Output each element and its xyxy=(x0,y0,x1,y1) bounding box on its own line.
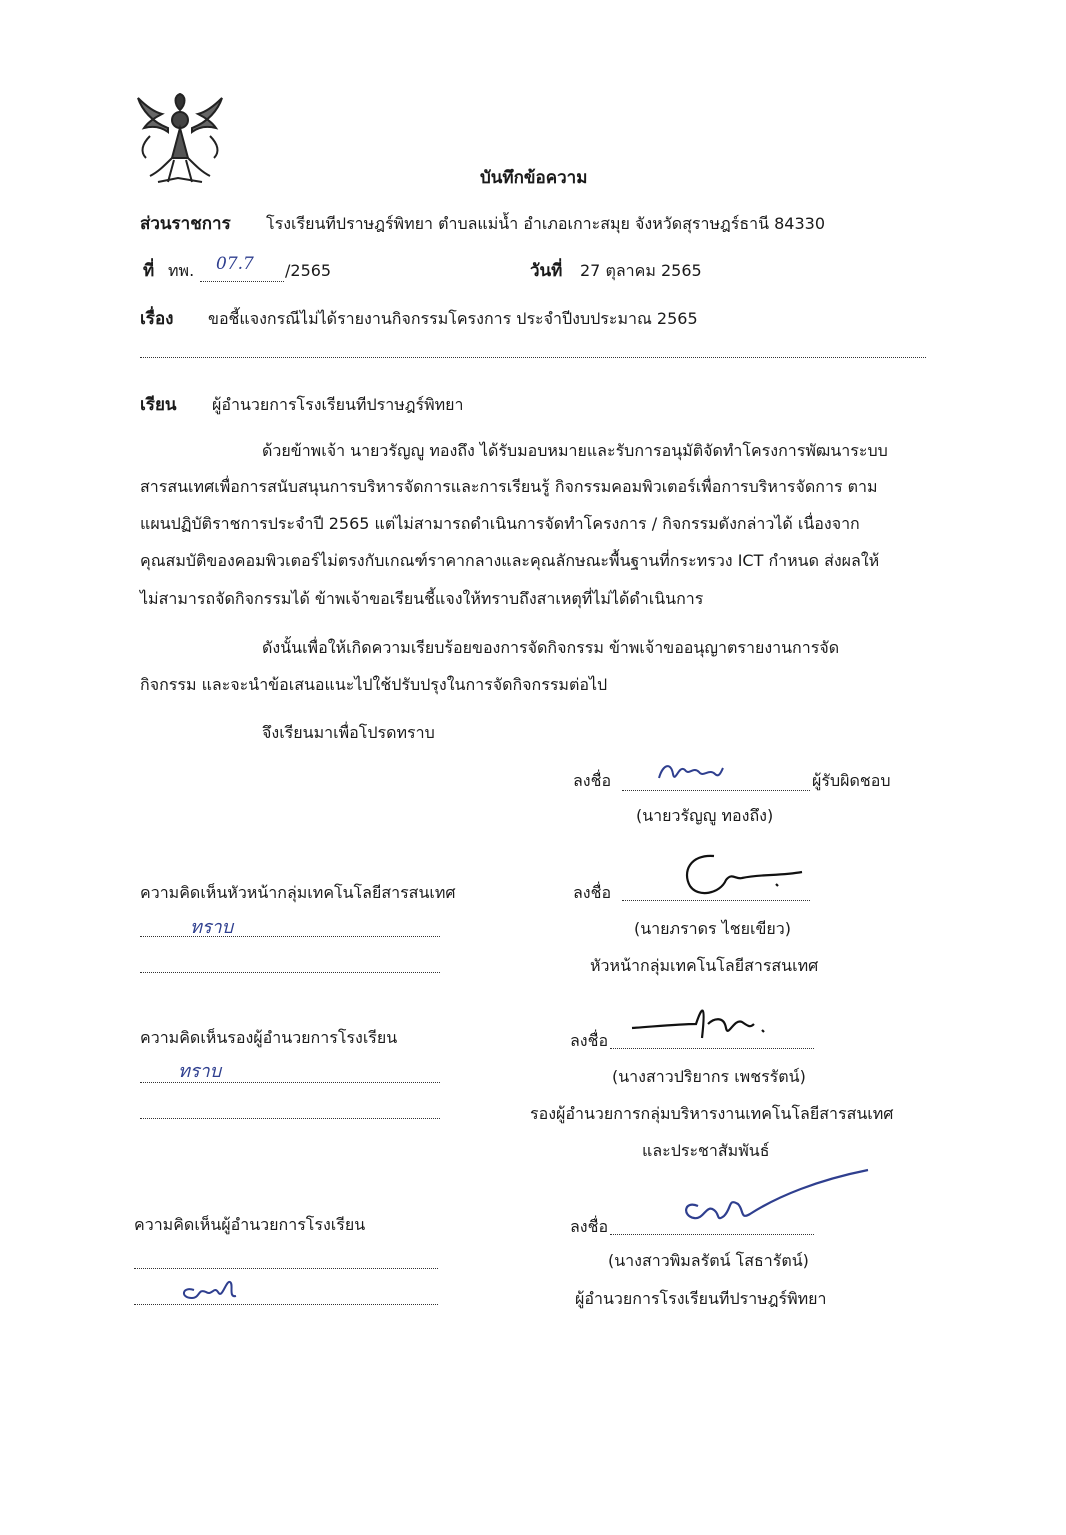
to-value: ผู้อำนวยการโรงเรียนทีปราษฎร์พิทยา xyxy=(212,395,464,414)
paragraph1-line4: คุณสมบัติของคอมพิวเตอร์ไม่ตรงกับเกณฑ์ราคากลางและคุณลักษณะพื้นฐานที่กระทรวง ICT กำหนด ส่งผลให้ xyxy=(140,551,880,570)
number-suffix: /2565 xyxy=(285,261,332,280)
paragraph1-line1: ด้วยข้าพเจ้า นายวรัญญู ทองถึง ได้รับมอบหมายและรับการอนุมัติจัดทำโครงการพัฒนาระบบ xyxy=(262,441,888,460)
sign-label-it-head: ลงชื่อ xyxy=(573,883,612,902)
number-dotted-line xyxy=(200,281,284,282)
signature-it-head-icon xyxy=(680,850,810,906)
signature-director-icon xyxy=(668,1166,878,1234)
to-label: เรียน xyxy=(140,395,177,415)
sign-label-responsible: ลงชื่อ xyxy=(573,771,612,790)
it-head-opinion-line1 xyxy=(140,936,440,937)
responsible-suffix: ผู้รับผิดชอบ xyxy=(812,771,891,790)
it-head-title: หัวหน้ากลุ่มเทคโนโลยีสารสนเทศ xyxy=(590,956,819,975)
it-head-opinion-label: ความคิดเห็นหัวหน้ากลุ่มเทคโนโลยีสารสนเทศ xyxy=(140,883,456,902)
paragraph1-line3: แผนปฏิบัติราชการประจำปี 2565 แต่ไม่สามารถดำเนินการจัดทำโครงการ / กิจกรรมดังกล่าวได้ เนื่องจาก xyxy=(140,514,860,533)
sign-label-director: ลงชื่อ xyxy=(570,1217,609,1236)
department-label: ส่วนราชการ xyxy=(140,214,231,234)
date-label: วันที่ xyxy=(530,261,563,281)
deputy-title-line1: รองผู้อำนวยการกลุ่มบริหารงานเทคโนโลยีสารสนเทศ xyxy=(530,1104,894,1123)
closing-text: จึงเรียนมาเพื่อโปรดทราบ xyxy=(262,723,435,742)
number-handwritten: 07.7 xyxy=(216,254,254,274)
number-prefix: ทพ. xyxy=(168,261,195,280)
department-value: โรงเรียนทีปราษฎร์พิทยา ตำบลแม่น้ำ อำเภอเกาะสมุย จังหวัดสุราษฎร์ธานี 84330 xyxy=(266,214,826,233)
it-head-name: (นายภราดร ไชยเขียว) xyxy=(634,919,792,938)
paragraph2-line2: กิจกรรม และจะนำข้อเสนอแนะไปใช้ปรับปรุงในการจัดกิจกรรมต่อไป xyxy=(140,675,608,694)
paragraph1-line2: สารสนเทศเพื่อการสนับสนุนการบริหารจัดการและการเรียนรู้ กิจกรรมคอมพิวเตอร์เพื่อการบริหารจัดการ ตาม xyxy=(140,477,878,496)
date-value: 27 ตุลาคม 2565 xyxy=(580,261,702,280)
director-opinion-line1 xyxy=(134,1268,438,1269)
director-title: ผู้อำนวยการโรงเรียนทีปราษฎร์พิทยา xyxy=(575,1289,827,1308)
number-label: ที่ xyxy=(143,261,155,281)
subject-value: ขอชี้แจงกรณีไม่ได้รายงานกิจกรรมโครงการ ประจำปีงบประมาณ 2565 xyxy=(208,309,698,328)
it-head-opinion-note: ทราบ xyxy=(190,917,234,938)
director-opinion-signature-icon xyxy=(178,1276,248,1310)
garuda-emblem-icon xyxy=(128,92,232,192)
signature-deputy-icon xyxy=(630,998,790,1058)
deputy-opinion-label: ความคิดเห็นรองผู้อำนวยการโรงเรียน xyxy=(140,1028,398,1047)
paragraph2-line1: ดังนั้นเพื่อให้เกิดความเรียบร้อยของการจัดกิจกรรม ข้าพเจ้าขออนุญาตรายงานการจัด xyxy=(262,638,840,657)
subject-label: เรื่อง xyxy=(140,309,174,329)
deputy-opinion-note: ทราบ xyxy=(178,1061,222,1082)
memo-title: บันทึกข้อความ xyxy=(480,168,588,188)
signature-responsible-icon xyxy=(655,754,725,794)
paragraph1-line5: ไม่สามารถจัดกิจกรรมได้ ข้าพเจ้าขอเรียนชี้แจงให้ทราบถึงสาเหตุที่ไม่ได้ดำเนินการ xyxy=(140,589,704,608)
responsible-name: (นายวรัญญู ทองถึง) xyxy=(636,806,774,825)
it-head-opinion-line2 xyxy=(140,972,440,973)
sign-label-deputy: ลงชื่อ xyxy=(570,1031,609,1050)
deputy-opinion-line2 xyxy=(140,1118,440,1119)
director-opinion-label: ความคิดเห็นผู้อำนวยการโรงเรียน xyxy=(134,1215,366,1234)
director-name: (นางสาวพิมลรัตน์ โสธารัตน์) xyxy=(608,1251,809,1270)
header-separator xyxy=(140,357,926,358)
sign-line-director xyxy=(610,1234,814,1235)
deputy-title-line2: และประชาสัมพันธ์ xyxy=(642,1141,770,1160)
deputy-name: (นางสาวปริยากร เพชรรัตน์) xyxy=(612,1067,806,1086)
